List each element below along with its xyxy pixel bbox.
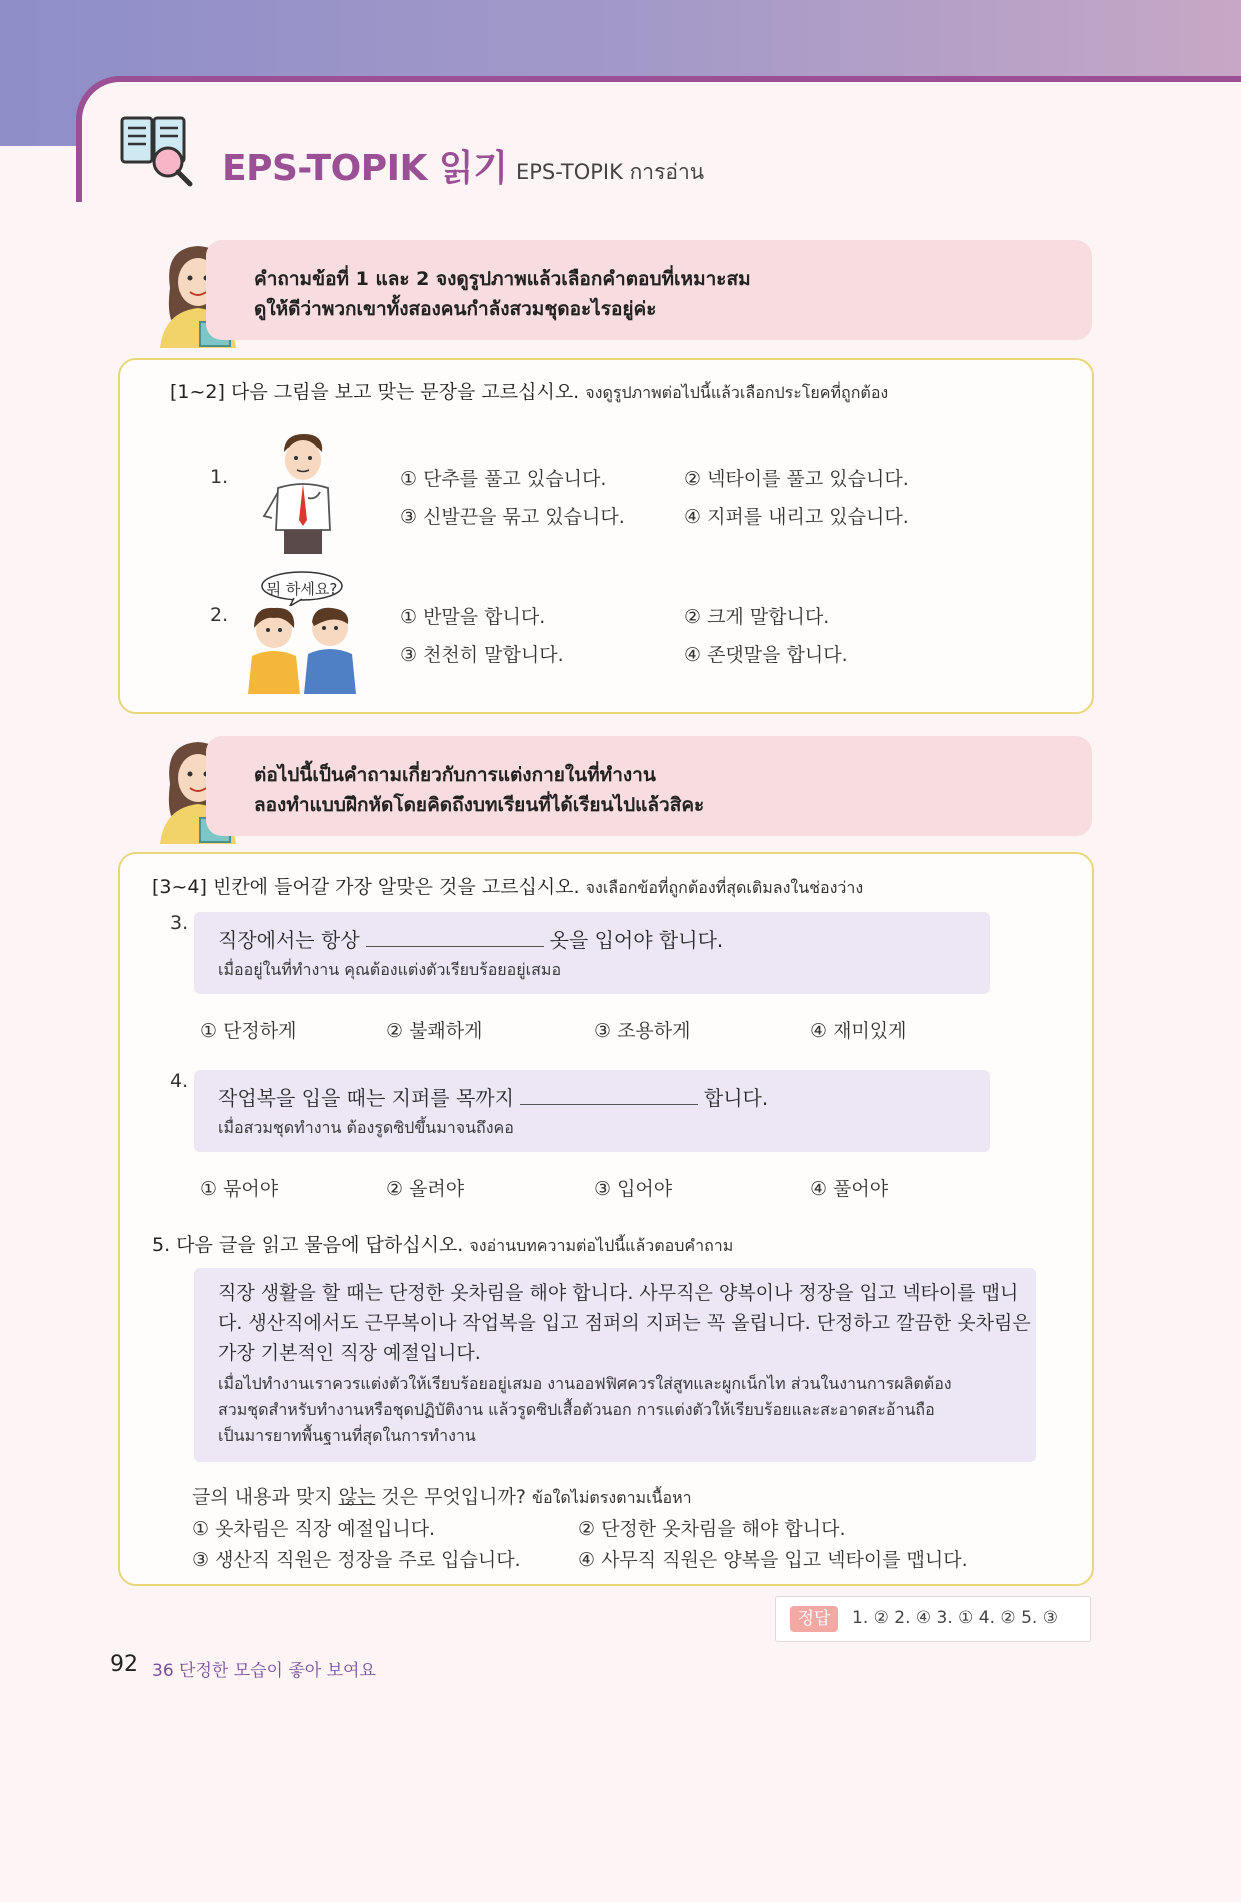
instruction-bubble-2 [206,736,1092,836]
section-2-instruction [152,872,863,901]
q5-prompt-th: ข้อใดไม่ตรงตามเนื้อหา [532,1488,692,1507]
q2-option-2[interactable]: ② 크게 말합니다. [684,606,830,628]
q5-prompt-before: 글의 내용과 맞지 [192,1486,339,1508]
q5-option-1[interactable]: ① 옷차림은 직장 예절입니다. [192,1518,436,1540]
bubble-1-line-1: คำถามข้อที่ 1 และ 2 จงดูรูปภาพแล้วเลือกคำตอบที่เหมาะสม [254,268,751,290]
instruction-bubble-1 [206,240,1092,340]
q3-sentence-before: 직장에서는 항상 [218,928,360,952]
q5-prompt-after: 것은 무엇입니까? [375,1486,526,1508]
q3-blank [366,928,544,947]
page-number: 92 [110,1652,138,1677]
section-2-instruction-th: จงเลือกข้อที่ถูกต้องที่สุดเติมลงในช่องว่าง [585,878,864,897]
question-1-number: 1. [210,466,229,488]
q4-option-4[interactable]: ④ 풀어야 [810,1178,889,1200]
q3-sentence-after: 옷을 입어야 합니다. [549,928,724,952]
question-3-sentence [218,924,723,953]
answer-key-box [775,1596,1091,1642]
q1-option-2[interactable]: ② 넥타이를 풀고 있습니다. [684,468,909,490]
q3-option-2[interactable]: ② 불쾌하게 [386,1020,483,1042]
q2-option-3[interactable]: ③ 천천히 말합니다. [400,644,564,666]
question-4-sentence [218,1082,768,1111]
q5-option-3[interactable]: ③ 생산직 직원은 정장을 주로 입습니다. [192,1549,521,1571]
question-5-prompt [192,1482,692,1511]
question-5-instruction [152,1230,733,1259]
q1-option-4[interactable]: ④ 지퍼를 내리고 있습니다. [684,506,909,528]
q2-option-1[interactable]: ① 반말을 합니다. [400,606,546,628]
page-subtitle: EPS-TOPIK การอ่าน [516,160,705,184]
passage-ko-line-2: 다. 생산직에서도 근무복이나 작업복을 입고 점퍼의 지퍼는 꼭 올립니다. 단정하고 깔끔한 옷차림은 [218,1312,1031,1334]
q4-option-2[interactable]: ② 올려야 [386,1178,465,1200]
q3-option-3[interactable]: ③ 조용하게 [594,1020,691,1042]
speech-text: 뭐 하세요? [266,580,338,598]
q2-option-4[interactable]: ④ 존댓말을 합니다. [684,644,848,666]
q3-option-4[interactable]: ④ 재미있게 [810,1020,907,1042]
q5-prompt-underline: 않는 [338,1486,376,1508]
answer-key-text: 1. ② 2. ④ 3. ① 4. ② 5. ③ [852,1608,1058,1628]
passage-ko-line-1: 직장 생활을 할 때는 단정한 옷차림을 해야 합니다. 사무직은 양복이나 정장을 입고 넥타이를 맵니 [218,1282,1019,1304]
question-5-passage-panel [194,1268,1036,1462]
passage-th-line-2: สวมชุดสำหรับทำงานหรือชุดปฏิบัติงาน แล้วรูดซิปเสื้อตัวนอก การแต่งตัวให้เรียบร้อยและสะอาดสะอ้านถือ [218,1400,935,1419]
q5-instruction-th: จงอ่านบทความต่อไปนี้แล้วตอบคำถาม [469,1236,734,1255]
passage-th-line-1: เมื่อไปทำงานเราควรแต่งตัวให้เรียบร้อยอยู่เสมอ งานออฟฟิศควรใส่สูทและผูกเน็กไท ส่วนในงานการผลิตต้อง [218,1374,952,1393]
bubble-2-line-2: ลองทำแบบฝึกหัดโดยคิดถึงบทเรียนที่ได้เรียนไปแล้วสิคะ [254,794,705,816]
q3-option-1[interactable]: ① 단정하게 [200,1020,297,1042]
man-loosening-tie-illustration [258,430,348,554]
section-1-instruction-th: จงดูรูปภาพต่อไปนี้แล้วเลือกประโยคที่ถูกต้อง [585,383,889,402]
section-1-instruction-ko: [1~2] 다음 그림을 보고 맞는 문장을 고르십시오. [170,381,580,403]
q5-option-4[interactable]: ④ 사무직 직원은 양복을 입고 넥타이를 맵니다. [578,1549,968,1571]
q1-option-1[interactable]: ① 단추를 풀고 있습니다. [400,468,607,490]
bubble-2-line-1: ต่อไปนี้เป็นคำถามเกี่ยวกับการแต่งกายในที่ทำงาน [254,764,656,786]
question-3-translation: เมื่ออยู่ในที่ทำงาน คุณต้องแต่งตัวเรียบร้อยอยู่เสมอ [218,960,562,979]
chapter-title: 36 단정한 모습이 좋아 보여요 [152,1661,376,1681]
section-2-instruction-ko: [3~4] 빈칸에 들어갈 가장 알맞은 것을 고르십시오. [152,876,580,898]
question-4-panel [194,1070,990,1152]
q4-sentence-before: 작업복을 입을 때는 지퍼를 목까지 [218,1086,514,1110]
question-3-panel [194,912,990,994]
q1-option-3[interactable]: ③ 신발끈을 묶고 있습니다. [400,506,625,528]
answer-key-label: 정답 [790,1606,838,1632]
q5-instruction-ko: 5. 다음 글을 읽고 물음에 답하십시오. [152,1234,464,1256]
page-title: EPS-TOPIK 읽기 [222,148,508,189]
q5-option-2[interactable]: ② 단정한 옷차림을 해야 합니다. [578,1518,846,1540]
question-2-number: 2. [210,604,229,626]
q4-option-3[interactable]: ③ 입어야 [594,1178,673,1200]
bubble-1-line-2: ดูให้ดีว่าพวกเขาทั้งสองคนกำลังสวมชุดอะไรอยู่ค่ะ [254,298,657,320]
passage-th-line-3: เป็นมารยาทพื้นฐานที่สุดในการทำงาน [218,1426,476,1445]
section-1-instruction [170,377,888,406]
q4-option-1[interactable]: ① 묶어야 [200,1178,279,1200]
q4-blank [520,1086,698,1105]
book-search-icon [118,112,196,190]
question-3-number: 3. [170,912,189,934]
q4-sentence-after: 합니다. [703,1086,769,1110]
question-4-number: 4. [170,1070,189,1092]
passage-ko-line-3: 가장 기본적인 직장 예절입니다. [218,1342,481,1364]
question-4-translation: เมื่อสวมชุดทำงาน ต้องรูดซิปขึ้นมาจนถึงคอ [218,1118,514,1137]
